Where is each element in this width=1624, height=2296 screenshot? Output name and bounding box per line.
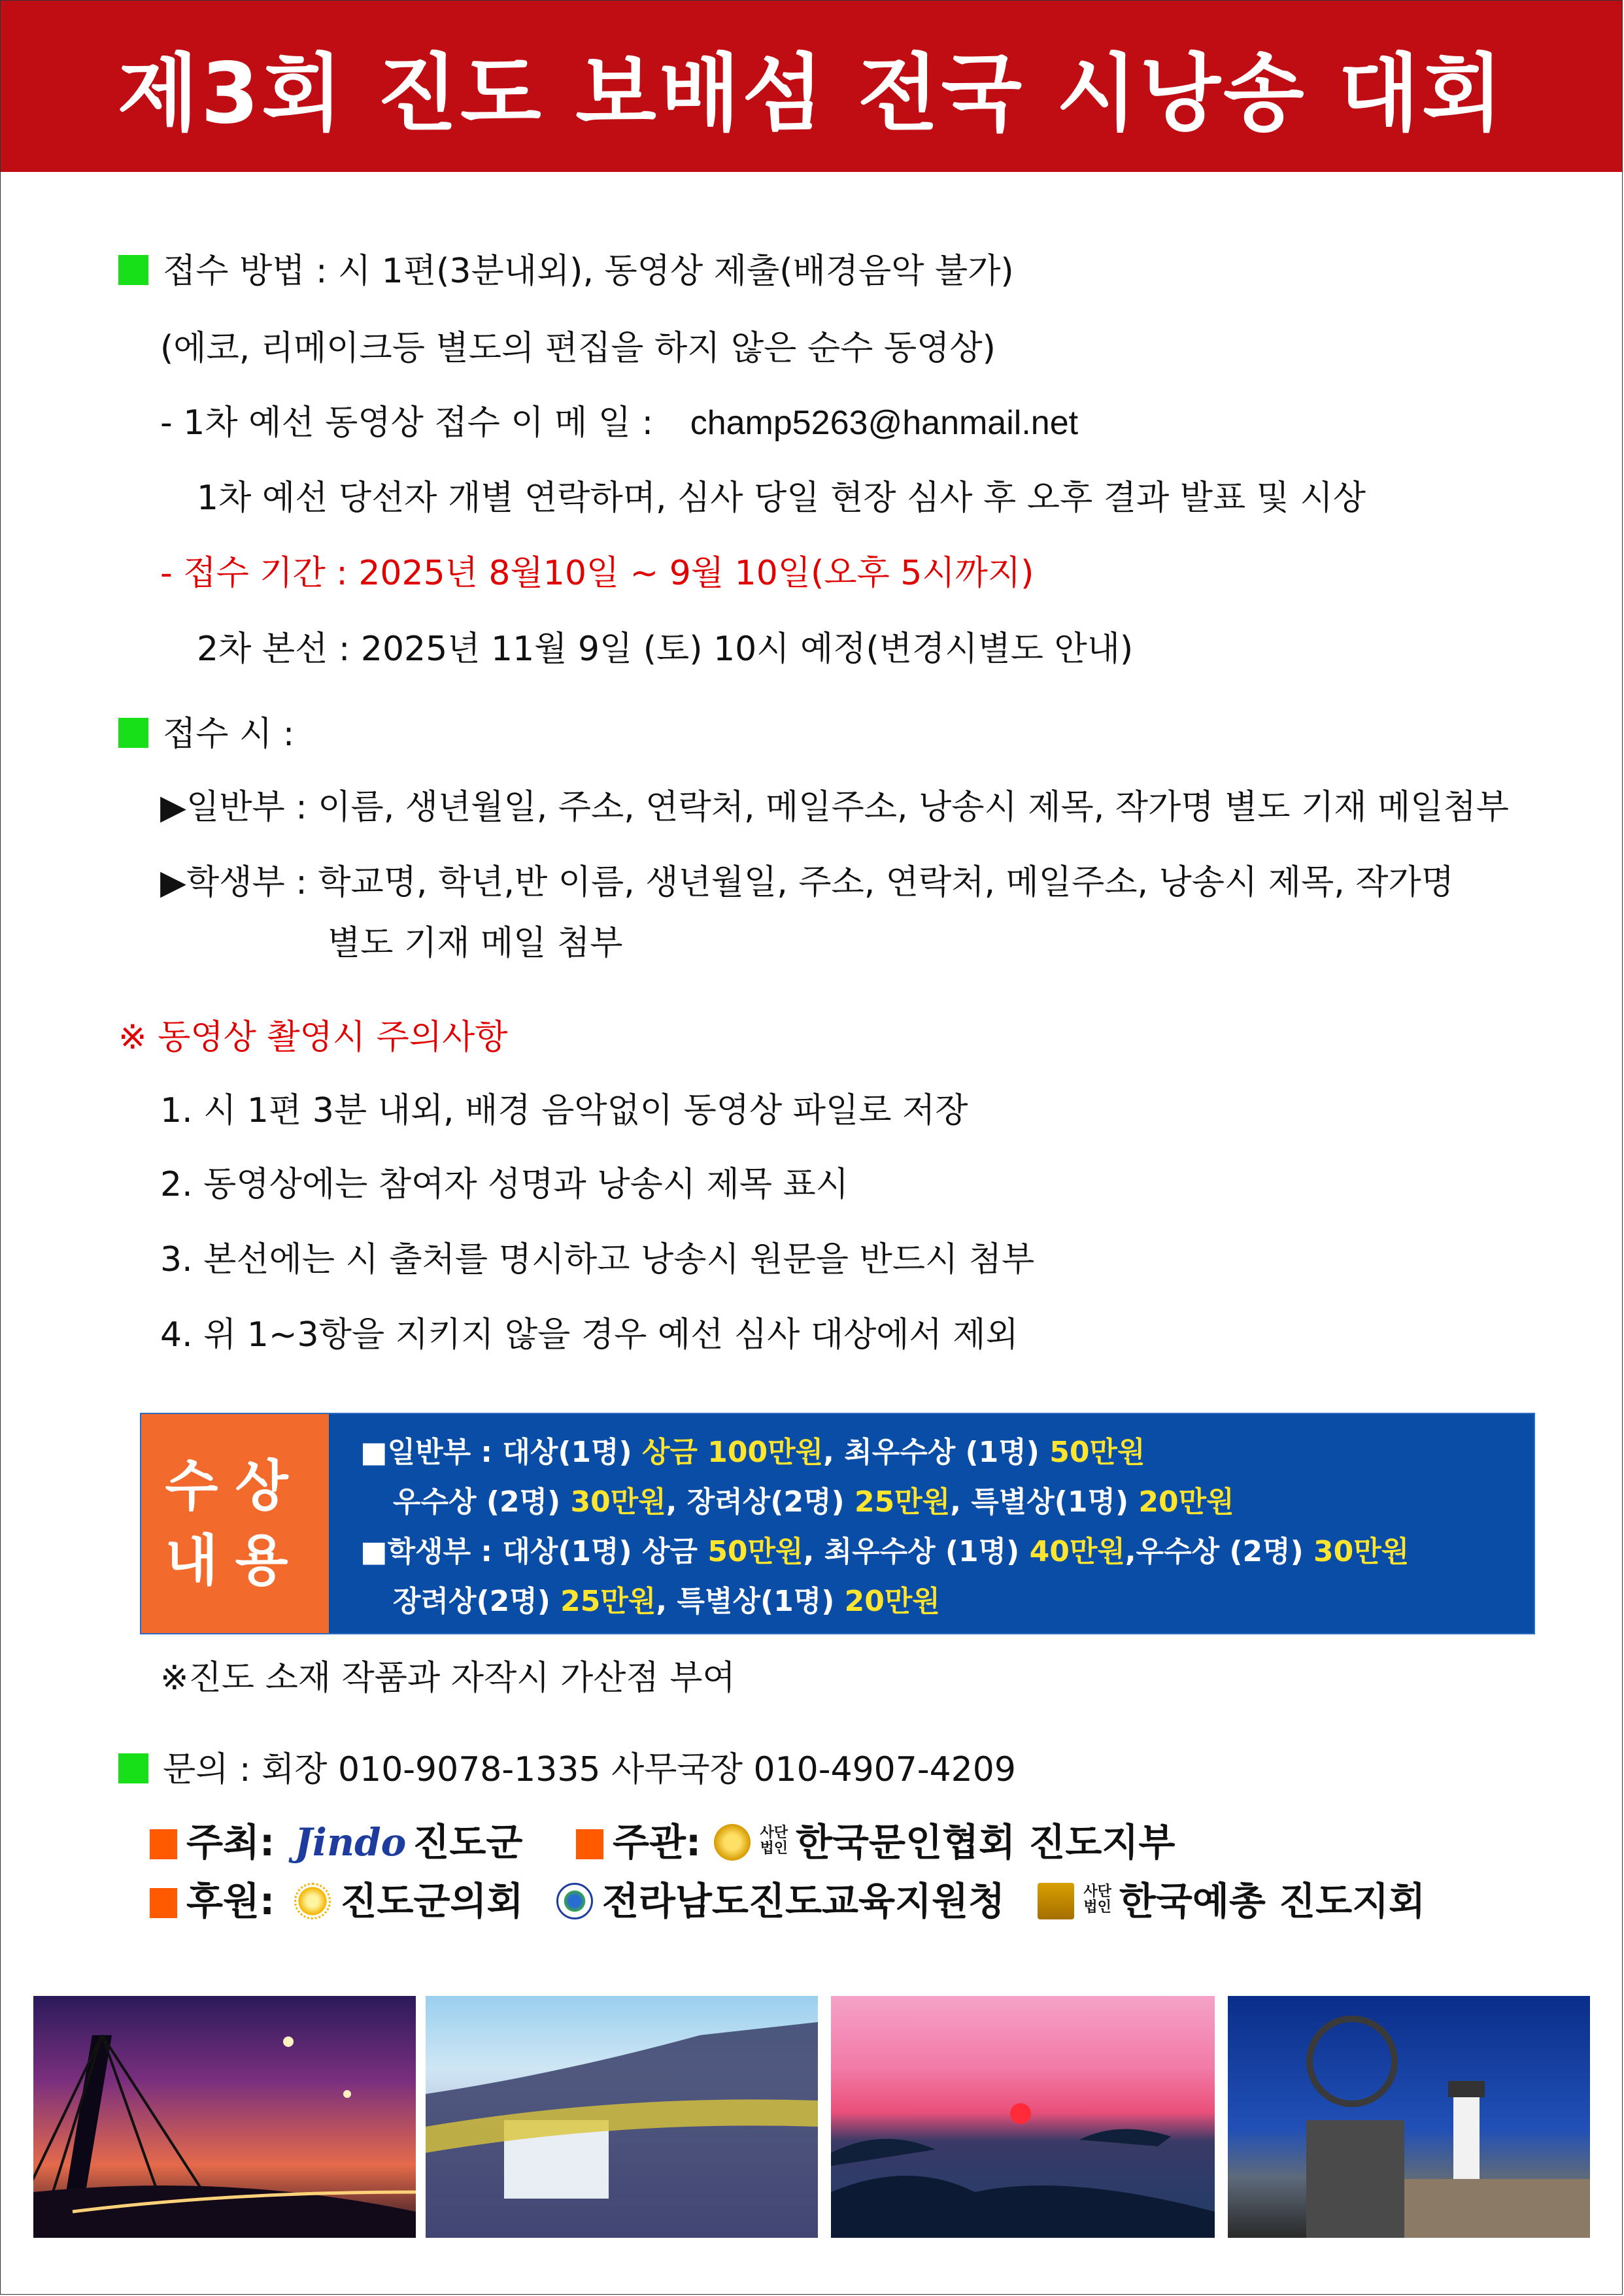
sponsors: 후원: 진도군의회 전라남도진도교육지원청 사단 법인 한국예총 진도지회: [150, 1882, 1425, 1920]
submission-period: - 접수 기간 : 2025년 8월10일 ~ 9월 10일(오후 5시까지): [160, 554, 1034, 593]
sunset-illustration: [831, 1996, 1215, 2238]
submission-method: 접수 방법 : 시 1편(3분내외), 동영상 제출(배경음악 불가): [118, 254, 1014, 288]
title-banner: [1, 1, 1622, 172]
caution-item: 1. 시 1편 3분 내외, 배경 음악없이 동영상 파일로 저장: [160, 1091, 968, 1130]
page-title: 제3회 진도 보배섬 전국 시낭송 대회: [117, 45, 1506, 143]
globe-lighthouse-photo: [1228, 1996, 1590, 2238]
corporation-mark: 사단 법인: [760, 1824, 788, 1857]
email-line: - 1차 예선 동영상 접수 이 메 일 : champ5263@hanmail.net: [160, 403, 1079, 443]
student-division-items-cont: 별도 기재 메일 첨부: [328, 924, 623, 963]
writers-association-emblem-icon: [714, 1824, 751, 1861]
final-round: 2차 본선 : 2025년 11월 9일 (토) 10시 예정(변경시별도 안내): [197, 630, 1134, 669]
orange-bar-marker-icon: [576, 1829, 603, 1859]
general-awards-line2: 우수상 (2명) 30만원, 장려상(2명) 25만원, 특별상(1명) 20만원: [393, 1485, 1234, 1519]
sea-parting-festival-photo: [426, 1996, 818, 2238]
general-awards-line1: ■일반부 : 대상(1명) 상금 100만원, 최우수상 (1명) 50만원: [360, 1436, 1145, 1469]
sunset-islands-photo: [831, 1996, 1215, 2238]
cautions-heading: ※ 동영상 촬영시 주의사항: [118, 1018, 508, 1057]
festival-crowd-illustration: [426, 1996, 818, 2238]
host: 주최: Jindo 진도군: [150, 1823, 522, 1861]
globe-lighthouse-illustration: [1228, 1996, 1590, 2238]
submission-items-heading: 접수 시 :: [118, 717, 294, 751]
caution-item: 2. 동영상에는 참여자 성명과 낭송시 제목 표시: [160, 1165, 849, 1204]
awards-label: 수상 내용: [141, 1414, 329, 1633]
corporation-mark: 사단 법인: [1083, 1883, 1111, 1916]
green-square-bullet-icon: [118, 1753, 148, 1783]
student-awards-line1: ■학생부 : 대상(1명) 상금 50만원, 최우수상 (1명) 40만원,우수상 (2명) 30만원: [360, 1535, 1410, 1568]
bonus-note: ※진도 소재 작품과 자작시 가산점 부여: [160, 1659, 736, 1698]
caution-item: 4. 위 1~3항을 지키지 않을 경우 예선 심사 대상에서 제외: [160, 1315, 1019, 1355]
orange-bar-marker-icon: [150, 1888, 177, 1918]
county-council-emblem-icon: [294, 1883, 331, 1919]
education-office-emblem-icon: [556, 1883, 593, 1919]
orange-bar-marker-icon: [150, 1829, 177, 1859]
bridge-photo: [33, 1996, 416, 2238]
email-address: champ5263@hanmail.net: [690, 404, 1079, 442]
arts-federation-emblem-icon: [1038, 1883, 1074, 1919]
student-division-items: ▶학생부 : 학교명, 학년,반 이름, 생년월일, 주소, 연락처, 메일주소, 낭송시 제목, 작가명: [160, 863, 1454, 902]
result-note: 1차 예선 당선자 개별 연락하며, 심사 당일 현장 심사 후 오후 결과 발표 및 시상: [197, 479, 1366, 518]
awards-box: [140, 1413, 1535, 1634]
submission-note: (에코, 리메이크등 별도의 편집을 하지 않은 순수 동영상): [160, 329, 996, 368]
bridge-illustration: [33, 1996, 416, 2238]
contact-info: 문의 : 회장 010-9078-1335 사무국장 010-4907-4209: [118, 1753, 1016, 1787]
manager: 주관: 사단 법인 한국문인협회 진도지부: [576, 1823, 1175, 1861]
general-division-items: ▶일반부 : 이름, 생년월일, 주소, 연락처, 메일주소, 낭송시 제목, 작가명 별도 기재 메일첨부: [160, 788, 1509, 827]
caution-item: 3. 본선에는 시 출처를 명시하고 낭송시 원문을 반드시 첨부: [160, 1240, 1035, 1279]
jindo-logo-icon: Jindo: [294, 1820, 407, 1865]
green-square-bullet-icon: [118, 255, 148, 285]
student-awards-line2: 장려상(2명) 25만원, 특별상(1명) 20만원: [393, 1585, 940, 1618]
green-square-bullet-icon: [118, 718, 148, 748]
